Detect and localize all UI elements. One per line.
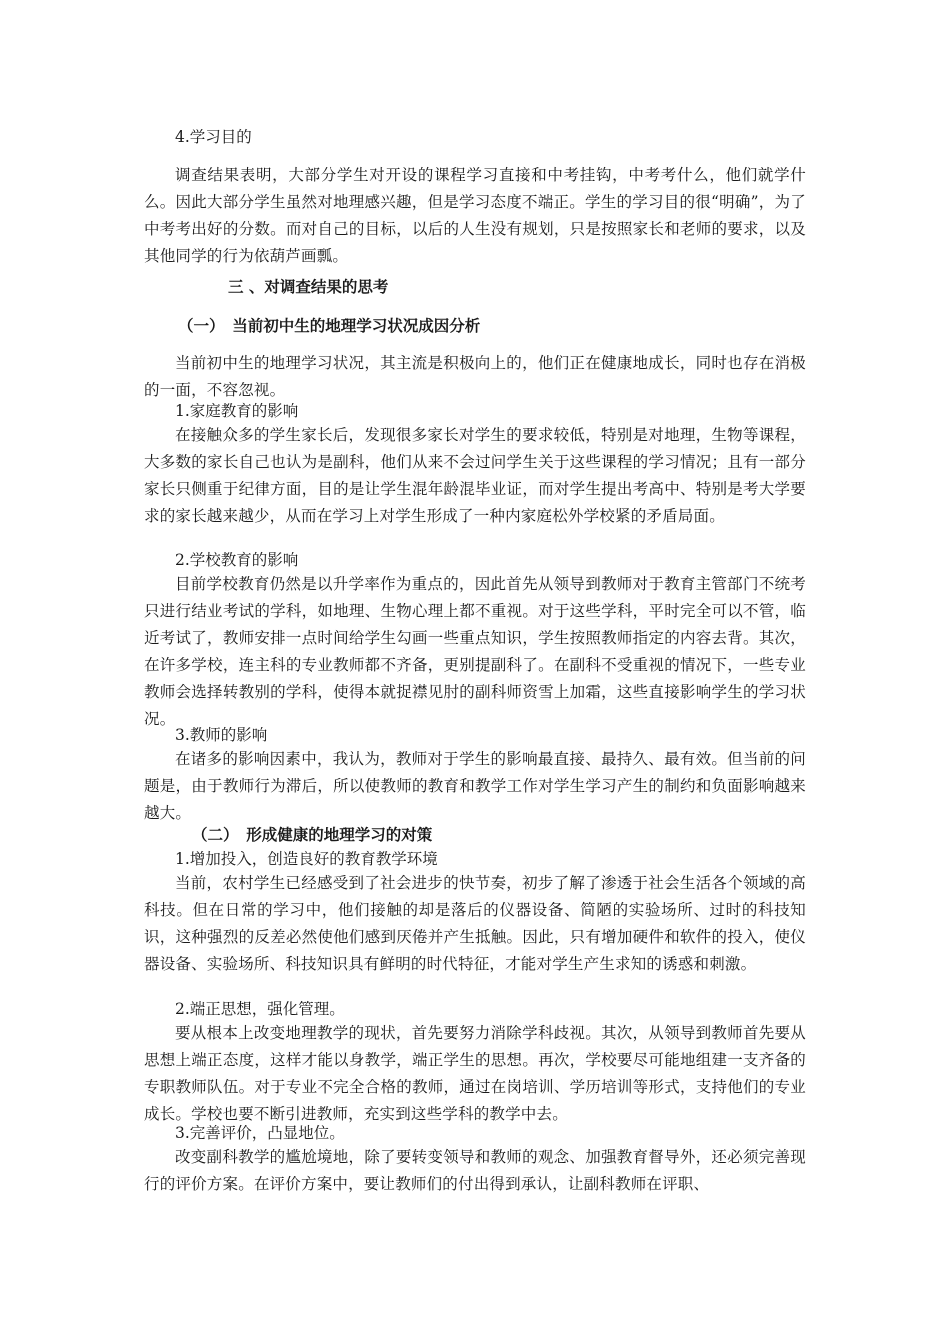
paragraph-text: 要从根本上改变地理教学的现状，首先要努力消除学科歧视。其次，从领导到教师首先要从思想上端正态度，这样才能以身教学，端正学生的思想。再次，学校要尽可能地组建一支齐备的专职教师队伍。对于专业不完全合格的教师，通过在岗培训、学历培训等形式，支持他们的专业成长。学校也要不断引进教师，充实到这些学科的教学中去。 bbox=[144, 1024, 806, 1123]
paragraph bbox=[144, 422, 806, 530]
paragraph bbox=[144, 1144, 806, 1198]
section-heading-2 bbox=[192, 822, 854, 849]
paragraph-text: 当前初中生的地理学习状况，其主流是积极向上的，他们正在健康地成长，同时也存在消极的一面，不容忽视。 bbox=[144, 354, 806, 399]
paragraph-text: 改变副科教学的尴尬境地，除了要转变领导和教师的观念、加强教育督导外，还必须完善现行的评价方案。在评价方案中，要让教师们的付出得到承认，让副科教师在评职、 bbox=[144, 1148, 806, 1193]
subheading bbox=[144, 996, 806, 1023]
subheading bbox=[144, 722, 806, 749]
section-heading-1 bbox=[178, 313, 840, 340]
paragraph bbox=[144, 870, 806, 978]
subheading-text: 2.端正思想，强化管理。 bbox=[175, 1000, 345, 1018]
paragraph bbox=[144, 162, 806, 270]
heading-text: 4.学习目的 bbox=[175, 128, 252, 146]
paragraph-text: 当前，农村学生已经感受到了社会进步的快节奏，初步了解了渗透于社会生活各个领域的高科技。但在日常的学习中，他们接触的却是落后的仪器设备、简陋的实验场所、过时的科技知识，这种强烈的反差必然使他们感到厌倦并产生抵触。因此，只有增加硬件和软件的投入，使仪器设备、实验场所、科技知识具有鲜明的时代特征，才能对学生产生求知的诱惑和刺激。 bbox=[144, 874, 806, 973]
heading-text: （一） 当前初中生的地理学习状况成因分析 bbox=[178, 317, 481, 335]
chapter-heading bbox=[228, 274, 890, 301]
heading-text: （二） 形成健康的地理学习的对策 bbox=[192, 826, 433, 844]
subheading-text: 3.教师的影响 bbox=[175, 726, 268, 744]
subheading bbox=[144, 846, 806, 873]
subheading bbox=[144, 547, 806, 574]
subheading bbox=[144, 1120, 806, 1147]
subheading-text: 3.完善评价，凸显地位。 bbox=[175, 1124, 345, 1142]
subheading-text: 1.增加投入，创造良好的教育教学环境 bbox=[175, 850, 438, 868]
paragraph-text: 目前学校教育仍然是以升学率作为重点的，因此首先从领导到教师对于教育主管部门不统考只进行结业考试的学科，如地理、生物心理上都不重视。对于这些学科，平时完全可以不管，临近考试了，教师安排一点时间给学生勾画一些重点知识，学生按照教师指定的内容去背。其次，在许多学校，连主科的专业教师都不齐备，更别提副科了。在副科不受重视的情况下，一些专业教师会选择转教别的学科，使得本就捉襟见肘的副科师资雪上加霜，这些直接影响学生的学习状况。 bbox=[144, 575, 806, 728]
heading-text: 三 、对调查结果的思考 bbox=[228, 278, 389, 296]
paragraph bbox=[144, 1020, 806, 1128]
subheading-text: 1.家庭教育的影响 bbox=[175, 402, 299, 420]
paragraph bbox=[144, 350, 806, 404]
subheading bbox=[144, 398, 806, 425]
paragraph-text: 在诸多的影响因素中，我认为，教师对于学生的影响最直接、最持久、最有效。但当前的问题是，由于教师行为滞后，所以使教师的教育和教学工作对学生学习产生的制约和负面影响越来越大。 bbox=[144, 750, 806, 822]
paragraph-text: 在接触众多的学生家长后，发现很多家长对学生的要求较低，特别是对地理，生物等课程，大多数的家长自己也认为是副科，他们从来不会过问学生关于这些课程的学习情况；且有一部分家长只侧重于纪律方面，目的是让学生混年龄混毕业证，而对学生提出考高中、特别是考大学要求的家长越来越少，从而在学习上对学生形成了一种内家庭松外学校紧的矛盾局面。 bbox=[144, 426, 806, 525]
section-heading-learning-purpose bbox=[144, 124, 806, 151]
paragraph-text: 调查结果表明，大部分学生对开设的课程学习直接和中考挂钩，中考考什么，他们就学什么。因此大部分学生虽然对地理感兴趣，但是学习态度不端正。学生的学习目的很“明确”，为了中考考出好的分数。而对自己的目标，以后的人生没有规划，只是按照家长和老师的要求，以及其他同学的行为依葫芦画瓢。 bbox=[144, 166, 806, 265]
paragraph bbox=[144, 571, 806, 733]
subheading-text: 2.学校教育的影响 bbox=[175, 551, 299, 569]
paragraph bbox=[144, 746, 806, 827]
